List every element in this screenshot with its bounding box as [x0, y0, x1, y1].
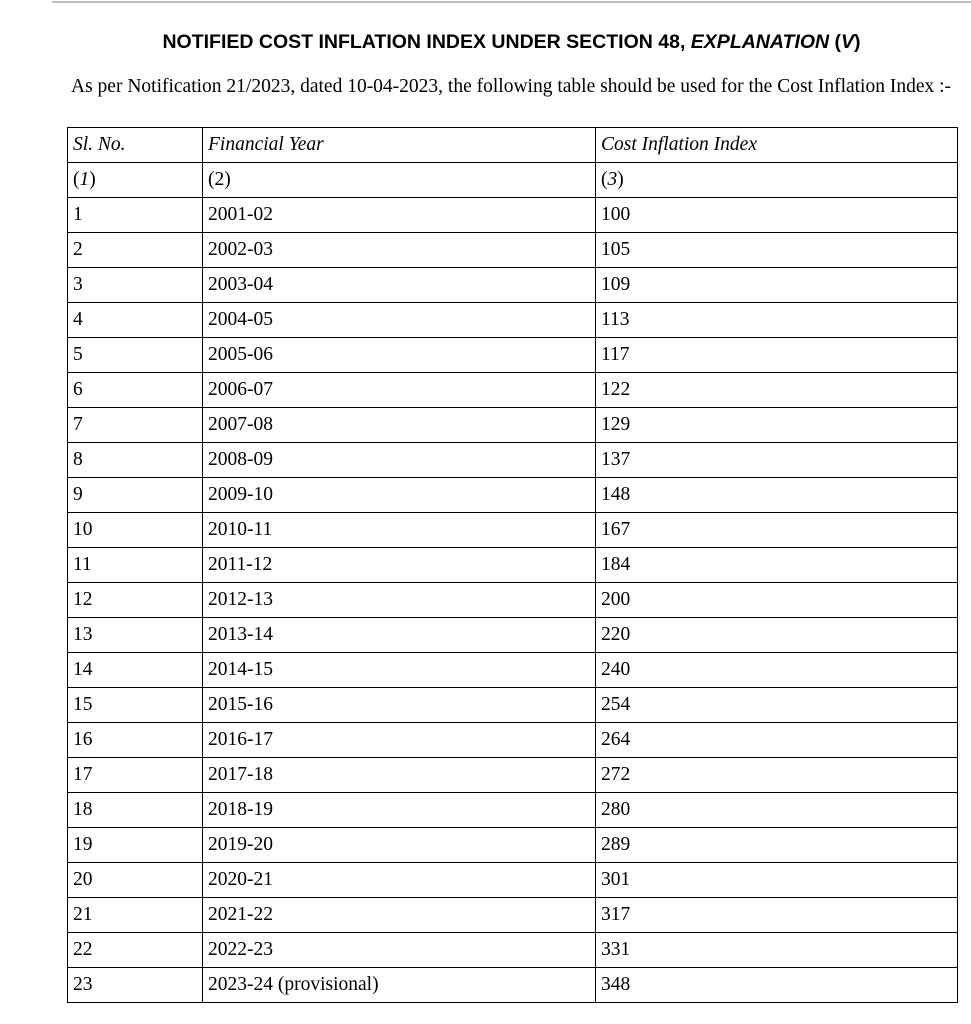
table-header-row: [68, 128, 958, 163]
cell-sl-no: 5: [68, 338, 203, 373]
cell-sl-no: 1: [68, 198, 203, 233]
cell-sl-no: 16: [68, 723, 203, 758]
cell-financial-year: 2015-16: [203, 688, 596, 723]
header-cost-inflation-index: Cost Inflation Index: [596, 128, 958, 163]
cell-cost-inflation-index: 272: [596, 758, 958, 793]
table-row: [68, 478, 958, 513]
cell-financial-year: 2005-06: [203, 338, 596, 373]
cell-cost-inflation-index: 317: [596, 898, 958, 933]
cell-financial-year: 2020-21: [203, 863, 596, 898]
cell-cost-inflation-index: 184: [596, 548, 958, 583]
cell-sl-no: 9: [68, 478, 203, 513]
cell-sl-no: 19: [68, 828, 203, 863]
column-number-2: (2): [203, 163, 596, 198]
cell-cost-inflation-index: 109: [596, 268, 958, 303]
cell-financial-year: 2017-18: [203, 758, 596, 793]
cell-cost-inflation-index: 301: [596, 863, 958, 898]
table-row: [68, 268, 958, 303]
table-row: [68, 793, 958, 828]
title-explanation: EXPLANATION: [690, 31, 830, 53]
header-sl-no: Sl. No.: [68, 128, 203, 163]
cell-financial-year: 2021-22: [203, 898, 596, 933]
table-row: [68, 828, 958, 863]
cell-cost-inflation-index: 200: [596, 583, 958, 618]
table-row: [68, 338, 958, 373]
cell-sl-no: 23: [68, 968, 203, 1003]
cell-cost-inflation-index: 167: [596, 513, 958, 548]
cell-financial-year: 2008-09: [203, 443, 596, 478]
cell-financial-year: 2016-17: [203, 723, 596, 758]
table-row: [68, 233, 958, 268]
page-title: [52, 28, 971, 56]
cell-sl-no: 20: [68, 863, 203, 898]
table-row: [68, 758, 958, 793]
table-row: [68, 303, 958, 338]
cell-sl-no: 3: [68, 268, 203, 303]
cell-cost-inflation-index: 331: [596, 933, 958, 968]
cell-cost-inflation-index: 280: [596, 793, 958, 828]
cell-sl-no: 14: [68, 653, 203, 688]
cell-cost-inflation-index: 289: [596, 828, 958, 863]
table-row: [68, 968, 958, 1003]
cell-financial-year: 2014-15: [203, 653, 596, 688]
cell-financial-year: 2009-10: [203, 478, 596, 513]
cell-financial-year: 2004-05: [203, 303, 596, 338]
cell-sl-no: 8: [68, 443, 203, 478]
cell-cost-inflation-index: 105: [596, 233, 958, 268]
cell-cost-inflation-index: 240: [596, 653, 958, 688]
table-row: [68, 443, 958, 478]
column-number-3: (3): [596, 163, 958, 198]
cell-sl-no: 18: [68, 793, 203, 828]
cell-sl-no: 21: [68, 898, 203, 933]
cell-cost-inflation-index: 122: [596, 373, 958, 408]
column-number-1: (1): [68, 163, 203, 198]
column-number-row: [68, 163, 958, 198]
table-row: [68, 408, 958, 443]
header-financial-year: Financial Year: [203, 128, 596, 163]
cell-financial-year: 2001-02: [203, 198, 596, 233]
title-paren-close: ): [854, 31, 861, 53]
cell-sl-no: 11: [68, 548, 203, 583]
cell-sl-no: 4: [68, 303, 203, 338]
table-row: [68, 863, 958, 898]
cell-financial-year: 2013-14: [203, 618, 596, 653]
cell-sl-no: 7: [68, 408, 203, 443]
cell-financial-year: 2006-07: [203, 373, 596, 408]
table-row: [68, 198, 958, 233]
cell-cost-inflation-index: 137: [596, 443, 958, 478]
table-row: [68, 723, 958, 758]
cell-cost-inflation-index: 129: [596, 408, 958, 443]
cell-sl-no: 6: [68, 373, 203, 408]
table-row: [68, 653, 958, 688]
cell-sl-no: 10: [68, 513, 203, 548]
cell-sl-no: 2: [68, 233, 203, 268]
cell-cost-inflation-index: 348: [596, 968, 958, 1003]
cell-cost-inflation-index: 100: [596, 198, 958, 233]
table-row: [68, 373, 958, 408]
cell-financial-year: 2007-08: [203, 408, 596, 443]
cell-financial-year: 2010-11: [203, 513, 596, 548]
cell-sl-no: 15: [68, 688, 203, 723]
cell-cost-inflation-index: 254: [596, 688, 958, 723]
cell-sl-no: 12: [68, 583, 203, 618]
cell-financial-year: 2011-12: [203, 548, 596, 583]
title-paren-open: (: [829, 31, 842, 53]
table-row: [68, 898, 958, 933]
title-roman-numeral: V: [841, 31, 855, 53]
cell-cost-inflation-index: 220: [596, 618, 958, 653]
cost-inflation-index-table: [67, 127, 958, 1003]
top-divider: [52, 1, 971, 3]
title-main: NOTIFIED COST INFLATION INDEX UNDER SECTION 48,: [162, 31, 691, 53]
cell-sl-no: 13: [68, 618, 203, 653]
cell-financial-year: 2023-24 (provisional): [203, 968, 596, 1003]
cell-cost-inflation-index: 264: [596, 723, 958, 758]
cell-cost-inflation-index: 113: [596, 303, 958, 338]
cell-sl-no: 17: [68, 758, 203, 793]
table-row: [68, 933, 958, 968]
table-row: [68, 618, 958, 653]
intro-paragraph: As per Notification 21/2023, dated 10-04-2023, the following table should be used for the Cost Inflation Index :-: [71, 76, 952, 97]
table-row: [68, 548, 958, 583]
cell-cost-inflation-index: 117: [596, 338, 958, 373]
table-row: [68, 513, 958, 548]
cell-financial-year: 2003-04: [203, 268, 596, 303]
cell-financial-year: 2018-19: [203, 793, 596, 828]
cell-financial-year: 2002-03: [203, 233, 596, 268]
cell-financial-year: 2012-13: [203, 583, 596, 618]
table-row: [68, 688, 958, 723]
table-row: [68, 583, 958, 618]
cell-sl-no: 22: [68, 933, 203, 968]
cell-cost-inflation-index: 148: [596, 478, 958, 513]
cell-financial-year: 2022-23: [203, 933, 596, 968]
cell-financial-year: 2019-20: [203, 828, 596, 863]
